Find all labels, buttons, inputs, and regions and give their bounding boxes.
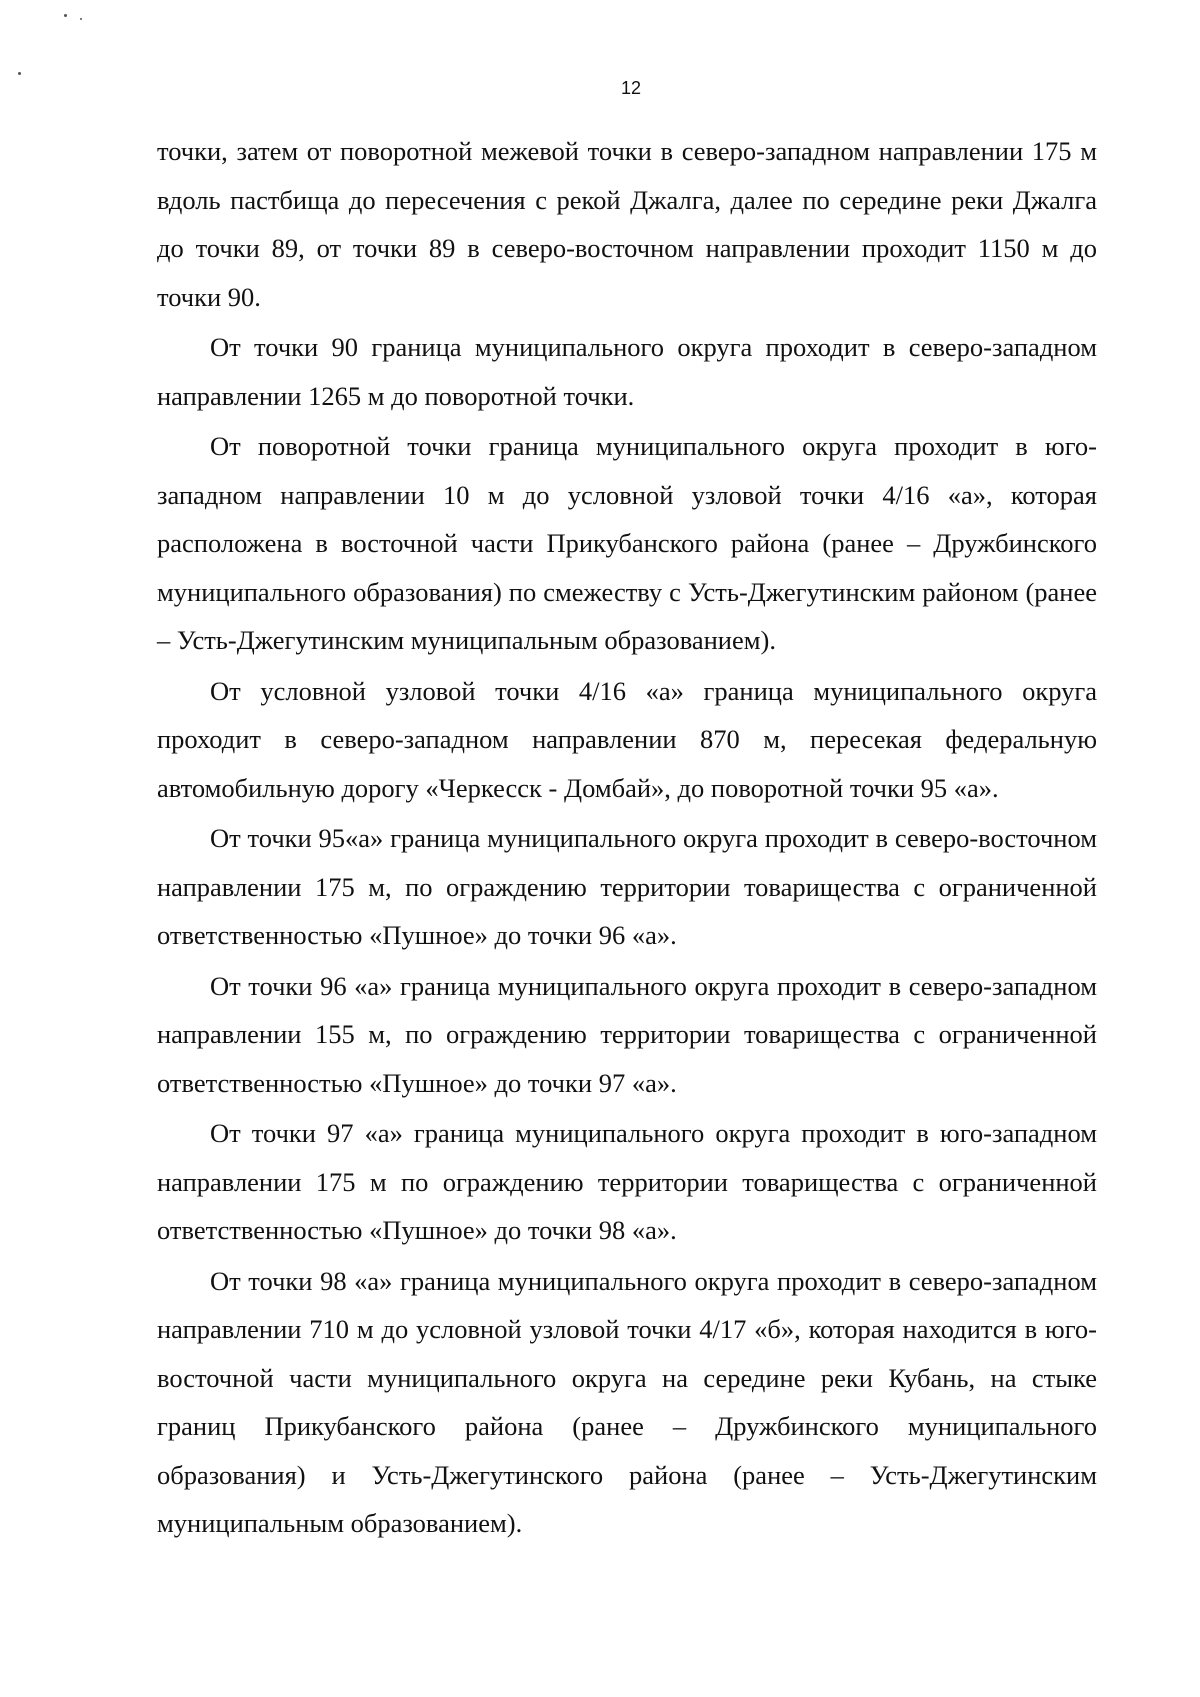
paragraph: От точки 98 «а» граница муниципального округа проходит в северо-западном направлении 710 м до условной узловой точки 4/17 «б», которая находится в юго-восточной части муниципального округа на середине реки Кубань, на стыке границ Прикубанского района (ранее – Дружбинского муниципального образования) и Усть-Джегутинского района (ранее – Усть-Джегутинским муниципальным образованием). xyxy=(157,1265,1097,1538)
paragraph: От точки 97 «а» граница муниципального округа проходит в юго-западном направлении 175 м по ограждению территории товарищества с ограниченной ответственностью «Пушное» до точки 98 «а». xyxy=(157,1118,1097,1245)
paragraph: От точки 95«а» граница муниципального округа проходит в северо-восточном направлении 175 м, по ограждению территории товарищества с ограниченной ответственностью «Пушное» до точки 96 «а». xyxy=(157,823,1097,950)
paragraph: точки, затем от поворотной межевой точки в северо-западном направлении 175 м вдоль пастбища до пересечения с рекой Джалга, далее по середине реки Джалга до точки 89, от точки 89 в северо-восточном направлении проходит 1150 м до точки 90. xyxy=(157,136,1097,312)
scan-speck xyxy=(64,14,67,17)
paragraph: От поворотной точки граница муниципального округа проходит в юго-западном направлении 10 м до условной узловой точки 4/16 «а», которая расположена в восточной части Прикубанского района (ранее – Дружбинского муниципального образования) по смежеству с Усть-Джегутинским районом (ранее – Усть-Джегутинским муниципальным образованием). xyxy=(157,431,1097,655)
page-number: 12 xyxy=(620,78,642,98)
paragraph: От условной узловой точки 4/16 «а» граница муниципального округа проходит в северо-западном направлении 870 м, пересекая федеральную автомобильную дорогу «Черкесск - Домбай», до поворотной точки 95 «а». xyxy=(157,675,1097,803)
paragraph: От точки 90 граница муниципального округа проходит в северо-западном направлении 1265 м до поворотной точки. xyxy=(157,332,1097,411)
paragraph: От точки 96 «а» граница муниципального округа проходит в северо-западном направлении 155 м, по ограждению территории товарищества с ограниченной ответственностью «Пушное» до точки 97 «а». xyxy=(157,970,1097,1098)
document-body xyxy=(157,127,1097,1548)
scan-speck xyxy=(80,18,82,20)
scan-speck xyxy=(18,72,21,75)
